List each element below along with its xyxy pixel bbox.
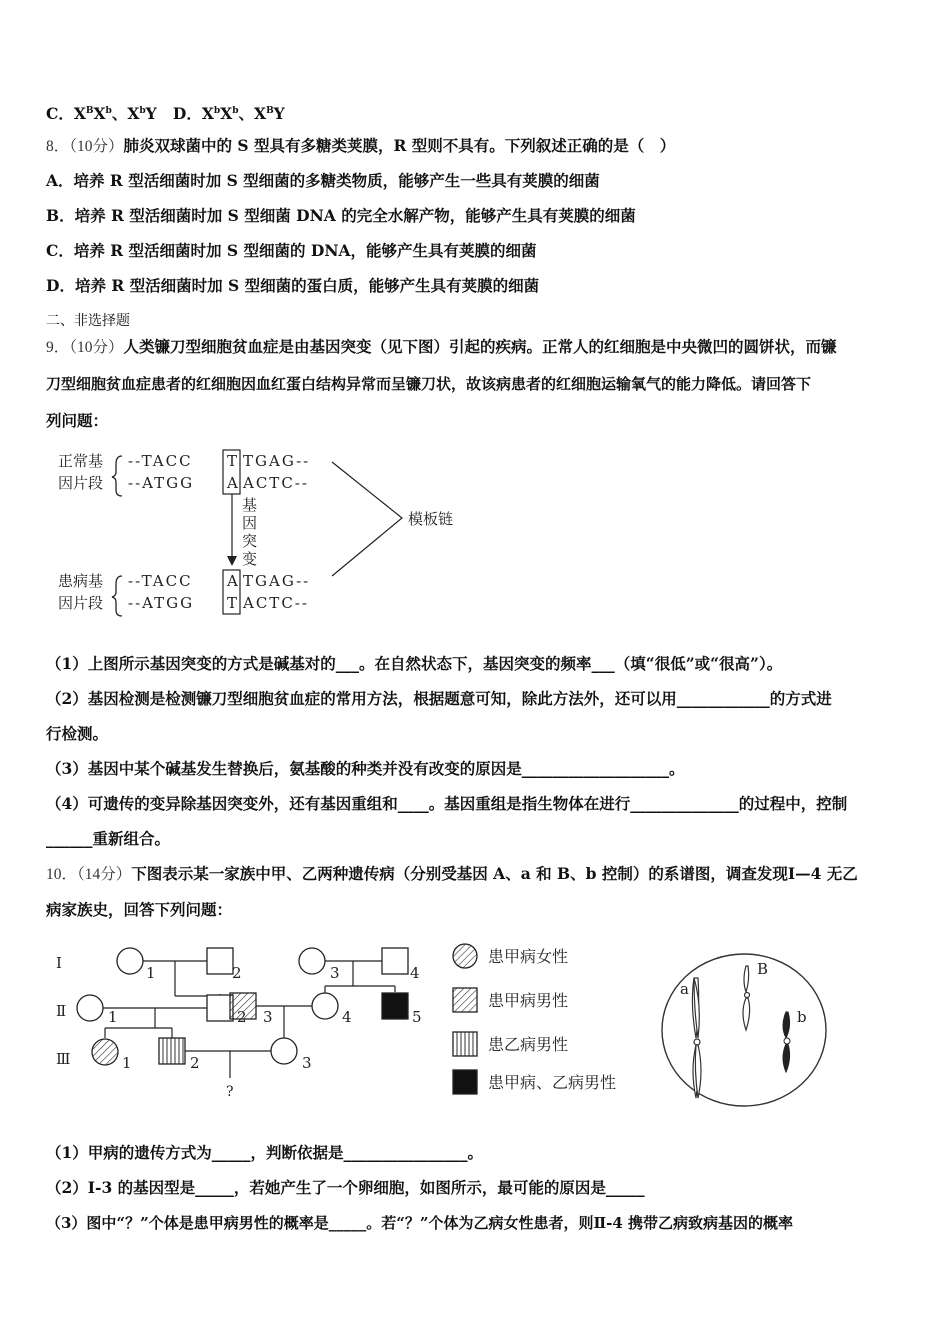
option-c-x1: X: [73, 104, 86, 124]
gen1-male-2: [207, 948, 233, 974]
normal-strand-1: --TACC: [128, 452, 193, 470]
q10-sub1: （1）甲病的遗传方式为_____，判断依据是________________。: [46, 1143, 484, 1162]
gen3-female-3: [271, 1038, 297, 1064]
option-d-y: Y: [273, 104, 285, 124]
q9-sub1: （1）上图所示基因突变的方式是碱基对的___。在自然状态下，基因突变的频率___（填“很低”或“很高”）。: [46, 654, 783, 673]
disease-label-2: 因片段: [58, 594, 104, 612]
q10-number: 10．: [46, 866, 78, 883]
disease-strand-1: --TACC: [128, 572, 193, 590]
q10-sub2: （2）Ⅰ-3 的基因型是_____，若她产生了一个卵细胞，如图所示，最可能的原因是_____: [46, 1178, 645, 1197]
gen2-male-3-affected-a: [230, 993, 256, 1019]
option-c-label: C．: [46, 104, 74, 124]
gen3-female-1-affected-a: [92, 1039, 118, 1065]
q9-score: （10分）: [69, 339, 124, 356]
option-c-sup3: b: [139, 106, 146, 116]
normal-strand-2-end: ACTC--: [243, 474, 309, 492]
gen2-num-1: 1: [108, 1008, 118, 1026]
gen1-num-1: 1: [146, 964, 156, 982]
option-d-x1: X: [201, 104, 214, 124]
legend-label-1: 患甲病女性: [488, 947, 569, 966]
disease-strand-1-end: TGAG--: [243, 572, 311, 590]
chromosome-b: [783, 1012, 790, 1072]
legend-icon-male-a: [453, 988, 477, 1012]
egg-cell-diagram: [656, 950, 836, 1110]
q8-option-c: C．培养 R 型活细菌时加 S 型细菌的 DNA，能够产生具有荚膜的细菌: [46, 241, 537, 260]
legend-icon-male-b: [453, 1032, 477, 1056]
chromosome-label-B: B: [757, 960, 769, 978]
gen2-num-4: 4: [342, 1008, 352, 1026]
gen1-num-4: 4: [410, 964, 420, 982]
gen1-female-3: [299, 948, 325, 974]
q10-stem-text1: 下图表示某一家族中甲、乙两种遗传病（分别受基因 A、a 和 B、b 控制）的系谱图，调查发现Ⅰ—4 无乙: [131, 864, 858, 883]
pedigree-chart: [50, 936, 450, 1106]
gen-label-3: Ⅲ: [56, 1050, 71, 1068]
option-c-y: Y: [145, 104, 157, 124]
q8-stem-text: 肺炎双球菌中的 S 型具有多糖类荚膜，R 型则不具有。下列叙述正确的是（ ）: [123, 136, 676, 155]
option-d-sup1: b: [213, 106, 221, 116]
gen2-num-3: 3: [263, 1008, 273, 1026]
option-d-sup2: b: [232, 106, 239, 116]
gen1-num-2: 2: [232, 964, 242, 982]
disease-label-1: 患病基: [58, 572, 104, 590]
unknown-child: ?: [226, 1084, 234, 1100]
gen3-num-3: 3: [302, 1054, 312, 1072]
option-d-label: D．: [172, 104, 202, 124]
normal-label-1: 正常基: [58, 452, 104, 470]
normal-strand-2: --ATGG: [128, 474, 195, 492]
disease-strand-2-end: ACTC--: [243, 594, 309, 612]
gen2-female-4: [312, 993, 338, 1019]
option-c-x2: X: [93, 104, 106, 124]
option-c-sup1: B: [85, 106, 94, 116]
gen2-male-5-affected-ab: [382, 993, 408, 1019]
legend-label-4: 患甲病、乙病男性: [488, 1073, 617, 1092]
pedigree-legend: [448, 940, 658, 1100]
q10-stem-line2: 病家族史，回答下列问题：: [46, 900, 233, 919]
disease-box-1: A: [227, 572, 238, 590]
gen-label-1: Ⅰ: [56, 954, 62, 972]
option-d-sup3: B: [266, 106, 274, 116]
gen1-female-1: [117, 948, 143, 974]
mutation-char-4: 变: [242, 550, 258, 568]
q9-stem-line3: 列问题：: [46, 411, 109, 430]
q9-sub4: （4）可遗传的变异除基因突变外，还有基因重组和____。基因重组是指生物体在进行______________的过程中，控制: [46, 794, 848, 813]
q9-number: 9．: [46, 339, 70, 356]
gen3-male-2-affected-b: [159, 1038, 185, 1064]
chromosome-label-b: b: [797, 1008, 807, 1026]
q7-options-cd: [46, 101, 285, 124]
q10-stem-line1: [46, 864, 858, 885]
gen1-male-4: [382, 948, 408, 974]
legend-label-2: 患甲病男性: [488, 991, 569, 1010]
section2-title: 二、非选择题: [46, 313, 130, 329]
q8-stem: [46, 136, 675, 157]
gen3-num-2: 2: [190, 1054, 200, 1072]
mutation-char-1: 基: [242, 496, 258, 514]
template-label: 模板链: [408, 510, 454, 528]
option-c-x3: 、X: [111, 104, 140, 124]
q8-option-a: A．培养 R 型活细菌时加 S 型细菌的多糖类物质，能够产生一些具有荚膜的细菌: [46, 171, 600, 190]
option-d-x2: X: [220, 104, 233, 124]
q9-sub2-cont: 行检测。: [46, 724, 109, 743]
disease-box-2: T: [227, 594, 238, 612]
q10-score: （14分）: [77, 866, 132, 883]
disease-strand-2: --ATGG: [128, 594, 195, 612]
q10-sub3: （3）图中“？”个体是患甲病男性的概率是_____。若“？”个体为乙病女性患者，则Ⅱ-4 携带乙病致病基因的概率: [46, 1214, 793, 1232]
q8-number: 8．: [46, 138, 70, 155]
gen3-num-1: 1: [122, 1054, 132, 1072]
option-d-x3: 、X: [238, 104, 267, 124]
q9-stem-line2: 刀型细胞贫血症患者的红细胞因血红蛋白结构异常而呈镰刀状，故该病患者的红细胞运输氧气的能力降低。请回答下: [46, 375, 812, 393]
q9-sub2: （2）基因检测是检测镰刀型细胞贫血症的常用方法，根据题意可知，除此方法外，还可以用____________的方式进: [46, 689, 832, 708]
legend-icon-male-ab: [453, 1070, 477, 1094]
q8-option-b: B．培养 R 型活细菌时加 S 型细菌 DNA 的完全水解产物，能够产生具有荚膜的细菌: [46, 206, 636, 225]
gen2-male-2: [207, 995, 233, 1021]
q8-score: （10分）: [69, 138, 124, 155]
q9-stem-line1: [46, 337, 837, 358]
gen2-num-5: 5: [412, 1008, 422, 1026]
chromosome-label-a: a: [680, 980, 689, 998]
q9-sub3: （3）基因中某个碱基发生替换后，氨基酸的种类并没有改变的原因是___________________。: [46, 759, 685, 778]
gen-label-2: Ⅱ: [56, 1002, 67, 1020]
q9-sub4-cont: ______重新组合。: [46, 829, 171, 848]
mutation-char-2: 因: [242, 514, 258, 532]
gene-mutation-diagram: [50, 446, 490, 618]
q9-stem-text1: 人类镰刀型细胞贫血症是由基因突变（见下图）引起的疾病。正常人的红细胞是中央微凹的圆饼状，而镰: [123, 337, 837, 356]
normal-label-2: 因片段: [58, 474, 104, 492]
legend-icon-female-a: [453, 944, 477, 968]
mutation-char-3: 突: [242, 532, 258, 550]
normal-strand-1-end: TGAG--: [243, 452, 311, 470]
normal-box-1: T: [227, 452, 238, 470]
q8-option-d: D．培养 R 型活细菌时加 S 型细菌的蛋白质，能够产生具有荚膜的细菌: [46, 276, 540, 295]
legend-label-3: 患乙病男性: [488, 1035, 569, 1054]
gen1-num-3: 3: [330, 964, 340, 982]
gen2-female-1: [77, 995, 103, 1021]
normal-box-2: A: [227, 474, 238, 492]
option-c-sup2: b: [105, 106, 112, 116]
